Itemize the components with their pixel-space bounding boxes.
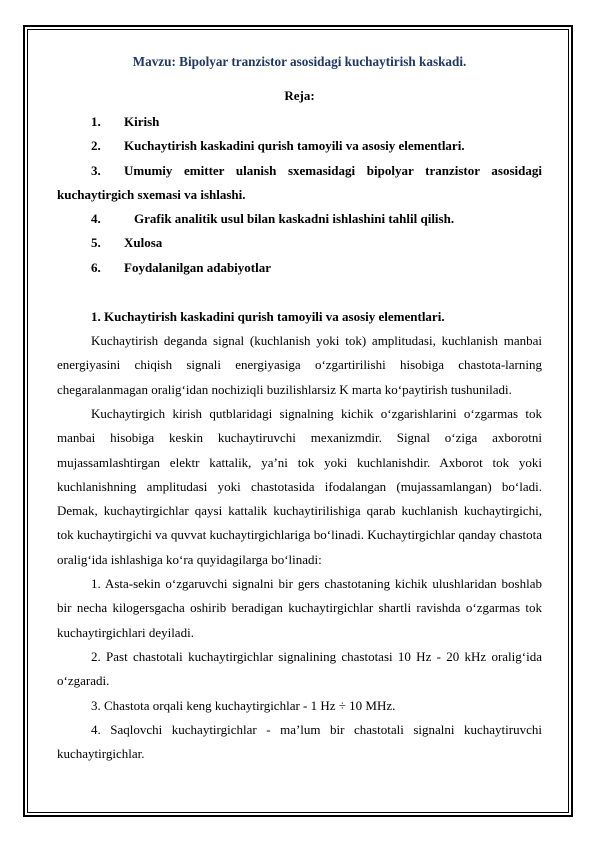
paragraph: 1. Asta-sekin o‘zgaruvchi signalni bir gers chastotaning kichik ulushlaridan boshlab bir necha kilogersgacha oshirib beradigan kuchaytirgichlar shartli ravishda o‘zgarmas tok kuchaytirgichlari deyiladi.: [57, 576, 542, 640]
plan-item-continuation: kuchaytirgich sxemasi va ishlashi.: [57, 186, 246, 202]
plan-item: [57, 207, 542, 231]
paragraph: 4. Saqlovchi kuchaytirgichlar - ma’lum bir chastotali signalni kuchaytiruvchi kuchaytirgichlar.: [57, 721, 542, 762]
paragraph: Kuchaytirish deganda signal (kuchlanish yoki tok) amplitudasi, kuchlanish manbai energiyasini chiqish signali energiyasiga o‘zgartirilishi hisobiga chastota-larning chegaralanmagan oralig‘idan nochiziqli buzilishlarsiz K marta ko‘paytirish tushuniladi.: [57, 333, 542, 397]
plan-item: [57, 256, 542, 280]
plan-item-number: 3.: [91, 162, 101, 178]
spacer: [57, 280, 542, 305]
plan-item-number: 1.: [91, 114, 101, 129]
document-body: [57, 52, 542, 766]
plan-item-number: 6.: [91, 259, 101, 275]
plan-item-line: [57, 159, 542, 183]
plan-item-text: Umumiy emitter ulanish sxemasidagi bipolyar tranzistor asosidagi: [124, 162, 542, 178]
plan-item: [57, 110, 542, 134]
plan-item-text: Foydalanilgan adabiyotlar: [124, 259, 271, 275]
plan-item-number: 2.: [91, 138, 101, 154]
paragraph: 3. Chastota orqali keng kuchaytirgichlar - 1 Hz ÷ 10 MHz.: [91, 697, 396, 713]
plan-item-number: 4.: [91, 211, 101, 227]
document-title: Mavzu: Bipolyar tranzistor asosidagi kuchaytirish kaskadi.: [132, 54, 467, 69]
plan-heading: Reja:: [284, 88, 315, 103]
plan-item-number: 5.: [91, 235, 101, 251]
plan-list: [57, 110, 542, 280]
plan-item-text: Xulosa: [124, 235, 163, 251]
plan-item-text: Kuchaytirish kaskadini qurish tamoyili va asosiy elementlari.: [124, 138, 465, 154]
section-heading: 1. Kuchaytirish kaskadini qurish tamoyili va asosiy elementlari.: [91, 309, 445, 325]
plan-item: [57, 231, 542, 255]
plan-item: [57, 134, 542, 158]
plan-item-text: Kirish: [124, 114, 160, 129]
paragraph: Kuchaytirgich kirish qutblaridagi signalning kichik o‘zgarishlarini o‘zgarmas tok manbai hisobiga keskin kuchaytiruvchi mexanizmdir. Signal o‘ziga axborotni mujassamlashtirgan elektr kattalik, ya’ni tok yoki kuchlanishdir. Axborot tok yoki kuchlanishning amplitudasi yoki chastotasida ifodalangan (mujassamlangan) bo‘ladi. Demak, kuchaytirgichlar qaysi kattalik kuchaytirilishiga qarab kuchlanish kuchaytirgichi, tok kuchaytirgichi va quvvat kuchaytirgichlariga bo‘linadi. Kuchaytirgichlar qanday chastota oralig‘ida ishlashiga ko‘ra quyidagilarga bo‘linadi:: [57, 405, 542, 567]
paragraph: 2. Past chastotali kuchaytirgichlar signalining chastotasi 10 Hz - 20 kHz oralig‘ida o‘zgaradi.: [57, 648, 542, 689]
plan-item-text: Grafik analitik usul bilan kaskadni ishlashini tahlil qilish.: [134, 211, 455, 227]
plan-item: [57, 159, 542, 208]
